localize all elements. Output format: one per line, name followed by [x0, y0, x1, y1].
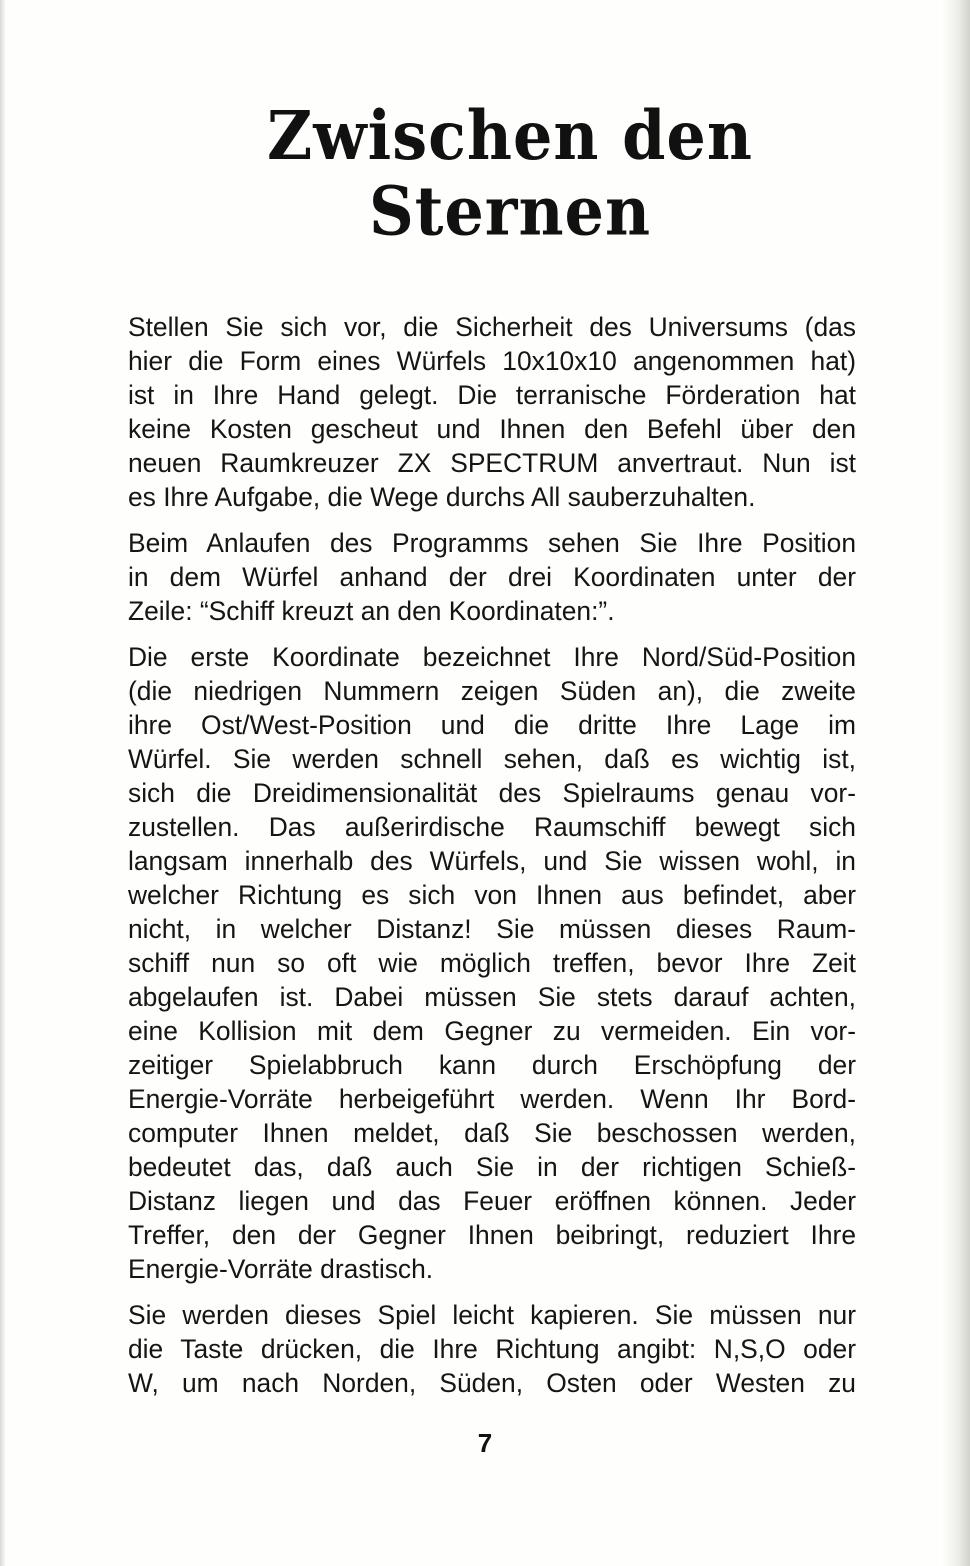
paragraph [128, 640, 856, 1286]
text-line: Zeile: “Schiff kreuzt an den Koordinaten:”. [128, 596, 615, 626]
text-line: (die niedrigen Nummern zeigen Süden an), die zweite [128, 676, 856, 706]
text-line: eine Kollision mit dem Gegner zu vermeiden. Ein vor- [128, 1016, 856, 1046]
paragraph [128, 1298, 856, 1400]
text-line: abgelaufen ist. Dabei müssen Sie stets darauf achten, [128, 982, 856, 1012]
text-line: langsam innerhalb des Würfels, und Sie wissen wohl, in [128, 846, 856, 876]
text-line: neuen Raumkreuzer ZX SPECTRUM anvertraut. Nun ist [128, 448, 856, 478]
page-edge-shadow-right [942, 0, 970, 1566]
page-title [150, 98, 870, 249]
text-line: es Ihre Aufgabe, die Wege durchs All sauberzuhalten. [128, 482, 756, 512]
text-line: Die erste Koordinate bezeichnet Ihre Nord/Süd-Position [128, 642, 856, 672]
text-line: schiff nun so oft wie möglich treffen, bevor Ihre Zeit [128, 948, 856, 978]
text-line: computer Ihnen meldet, daß Sie beschossen werden, [128, 1118, 856, 1148]
text-line: bedeutet das, daß auch Sie in der richtigen Schieß- [128, 1152, 856, 1182]
title-line-2: Sternen [368, 171, 652, 251]
text-line: ihre Ost/West-Position und die dritte Ihre Lage im [128, 710, 856, 740]
text-line: W, um nach Norden, Süden, Osten oder Westen zu [128, 1368, 856, 1398]
page-edge-shadow-left [0, 0, 6, 1566]
text-line: in dem Würfel anhand der drei Koordinaten unter der [128, 562, 856, 592]
text-line: zustellen. Das außerirdische Raumschiff bewegt sich [128, 812, 856, 842]
text-line: Distanz liegen und das Feuer eröffnen können. Jeder [128, 1186, 856, 1216]
page-number: 7 [477, 1428, 493, 1458]
paragraph [128, 310, 856, 514]
body-text [128, 310, 856, 1412]
text-line: keine Kosten gescheut und Ihnen den Befehl über den [128, 414, 856, 444]
text-line: Sie werden dieses Spiel leicht kapieren. Sie müssen nur [128, 1300, 856, 1330]
text-line: hier die Form eines Würfels 10x10x10 angenommen hat) [128, 346, 856, 376]
paragraph [128, 526, 856, 628]
text-line: Beim Anlaufen des Programms sehen Sie Ihre Position [128, 528, 856, 558]
text-line: Energie-Vorräte drastisch. [128, 1254, 434, 1284]
text-line: zeitiger Spielabbruch kann durch Erschöpfung der [128, 1050, 856, 1080]
text-line: Würfel. Sie werden schnell sehen, daß es wichtig ist, [128, 744, 856, 774]
text-line: ist in Ihre Hand gelegt. Die terranische Förderation hat [128, 380, 856, 410]
text-line: welcher Richtung es sich von Ihnen aus befindet, aber [128, 880, 856, 910]
text-line: die Taste drücken, die Ihre Richtung angibt: N,S,O oder [128, 1334, 856, 1364]
text-line: sich die Dreidimensionalität des Spielraums genau vor- [128, 778, 856, 808]
title-line-1: Zwischen den [267, 96, 753, 176]
text-line: nicht, in welcher Distanz! Sie müssen dieses Raum- [128, 914, 856, 944]
text-line: Treffer, den der Gegner Ihnen beibringt, reduziert Ihre [128, 1220, 856, 1250]
text-line: Stellen Sie sich vor, die Sicherheit des Universums (das [128, 312, 856, 342]
text-line: Energie-Vorräte herbeigeführt werden. Wenn Ihr Bord- [128, 1084, 856, 1114]
